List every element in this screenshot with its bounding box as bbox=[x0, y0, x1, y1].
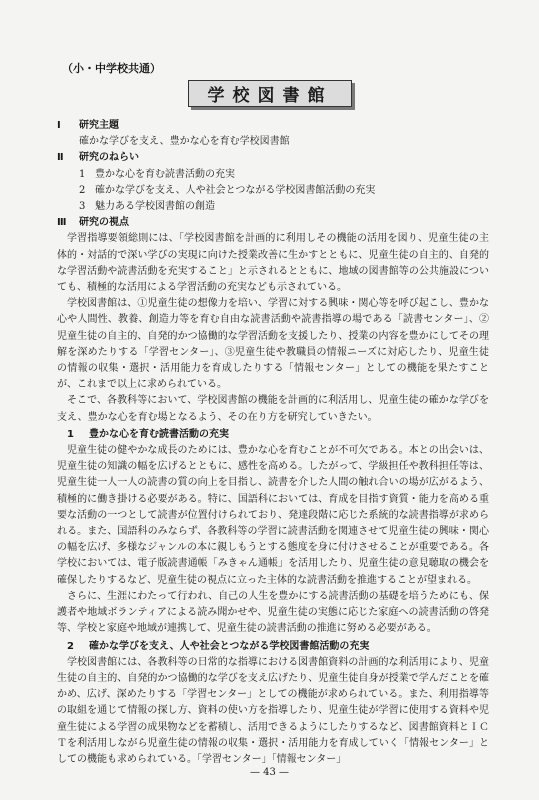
aim-item bbox=[57, 183, 489, 199]
body-paragraph: 学校図書館は、①児童生徒の想像力を培い、学習に対する興味・関心等を呼び起こし、豊かな心や人間性、教養、創造力等を育む自由な読書活動や読書指導の場である「読書センター」、②児童生徒の自主的、自発的かつ協働的な学習活動を支援したり、授業の内容を豊かにしてその理解を深めたりする「学習センター」、③児童生徒や教職員の情報ニーズに対応したり、児童生徒の情報の収集・選択・活用能力を育成したりする「情報センター」としての機能を果たすことが、これまで以上に求められている。 bbox=[57, 298, 489, 391]
body-paragraph: 児童生徒の健やかな成長のためには、豊かな心を育むことが不可欠である。本との出会いは、児童生徒の知識の幅を広げるとともに、感性を高める。したがって、学級担任や教科担任等は、児童生徒一人一人の読書の質の向上を目指し、読書を介した人間の触れ合いの場が広がるよう、積極的に働き掛ける必要がある。特に、国語科においては、育成を目指す資質・能力を高める重要な活動の一つとして読書が位置付けられており、発達段階に応じた系統的な読書指導が求められる。また、国語科のみならず、各教科等の学習に読書活動を関連させて児童生徒の興味・関心の幅を広げ、多様なジャンルの本に親しもうとする態度を身に付けさせることが重要である。各学校においては、電子版読書通帳「みきゃん通帳」を活用したり、児童生徒の意見聴取の機会を確保したりするなど、児童生徒の視点に立った主体的な読書活動を推進することが望まれる。 bbox=[57, 445, 489, 586]
aim-text: 確かな学びを支え、人や社会とつながる学校図書館活動の充実 bbox=[95, 184, 376, 196]
research-theme-text: 確かな学びを支え、豊かな心を育む学校図書館 bbox=[79, 136, 290, 148]
subsection-number: 2 bbox=[67, 640, 74, 652]
section-heading-2 bbox=[57, 150, 489, 166]
section-title: 研究のねらい bbox=[79, 152, 139, 164]
body-paragraph: そこで、各教科等において、学校図書館の機能を計画的に利活用し、児童生徒の確かな学びを支え、豊かな心を育む場となるよう、その在り方を研究していきたい。 bbox=[57, 395, 489, 423]
section-number: Ⅱ bbox=[57, 152, 64, 164]
subsection-number: 1 bbox=[67, 428, 74, 440]
body-paragraph: 学校図書館には、各教科等の日常的な指導における図書館資料の計画的な利活用により、児童生徒の自主的、自発的かつ協働的な学びを支え広げたり、児童生徒自身が授業で学んだことを確かめ、広げ、深めたりする「学習センター」としての機能が求められている。また、利用指導等の取組を通じて情報の探し方、資料の使い方を指導したり、児童生徒が学習に使用する資料や児童生徒による学習の成果物などを蓄積し、活用できるようにしたりするなど、図書館資料とＩＣＴを利活用しながら児童生徒の情報の収集・選択・活用能力を育成していく「情報センター」としての機能も求められている。「学習センター」「情報センター」 bbox=[57, 656, 489, 765]
page-title bbox=[188, 80, 352, 107]
section-heading-1 bbox=[57, 118, 489, 134]
aim-text: 豊かな心を育む読書活動の充実 bbox=[95, 168, 235, 180]
subject-tag: （小・中学校共通） bbox=[62, 62, 161, 75]
aim-text: 魅力ある学校図書館の創造 bbox=[95, 201, 215, 213]
page-title-text: 学校図書館 bbox=[207, 86, 333, 106]
aim-number: 3 bbox=[79, 201, 86, 213]
section-number: Ⅰ bbox=[57, 120, 61, 131]
subsection-heading-1 bbox=[57, 427, 489, 443]
subsection-heading-2 bbox=[57, 639, 489, 655]
page-number: — 43 — bbox=[249, 767, 290, 778]
aim-number: 1 bbox=[79, 168, 86, 180]
body-paragraph: 学習指導要領総則には、「学校図書館を計画的に利用しその機能の活用を図り、児童生徒の主体的・対話的で深い学びの実現に向けた授業改善に生かすとともに、児童生徒の自主的、自発的な学習活動や読書活動を充実すること」と示されるとともに、地域の図書館等の公共施設についても、積極的な活用による学習活動の充実なども示されている。 bbox=[57, 233, 489, 294]
section-number: Ⅲ bbox=[57, 217, 67, 229]
section-heading-3 bbox=[57, 215, 489, 231]
aim-item bbox=[57, 167, 489, 183]
body-paragraph: さらに、生涯にわたって行われ、自己の人生を豊かにする読書活動の基礎を培うためにも、保護者や地域ボランティアによる読み聞かせや、児童生徒の実態に応じた家庭への読書活動の啓発等、学校と家庭や地域が連携して、児童生徒の読書活動の推進に努める必要がある。 bbox=[57, 590, 489, 635]
aim-number: 2 bbox=[79, 184, 86, 196]
subsection-title: 確かな学びを支え、人や社会とつながる学校図書館活動の充実 bbox=[89, 640, 370, 652]
subsection-title: 豊かな心を育む読書活動の充実 bbox=[89, 428, 229, 440]
section-title: 研究の視点 bbox=[79, 217, 129, 229]
main-content bbox=[57, 118, 489, 768]
aim-item bbox=[57, 199, 489, 215]
section-title: 研究主題 bbox=[79, 120, 119, 131]
